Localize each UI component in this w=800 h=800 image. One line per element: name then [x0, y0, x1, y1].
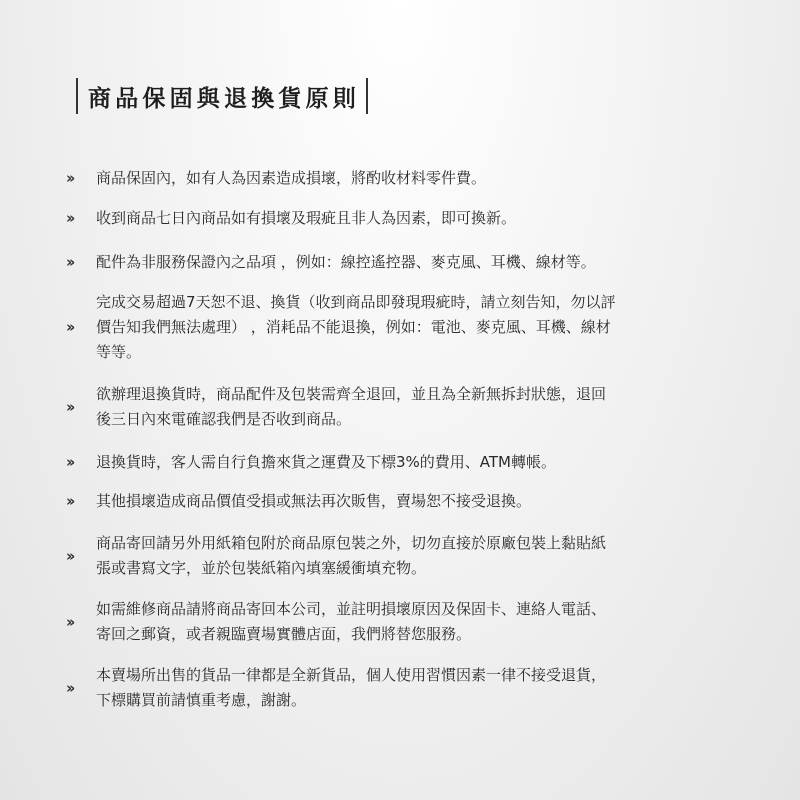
chevron-right-icon: ›› — [66, 492, 73, 510]
policy-item — [66, 489, 726, 514]
policy-item — [66, 531, 726, 581]
policy-item — [66, 450, 726, 475]
chevron-right-icon: ›› — [66, 398, 73, 416]
title-right-bar — [366, 78, 368, 114]
policy-item — [66, 166, 726, 191]
chevron-right-icon: ›› — [66, 169, 73, 187]
policy-text-line: 收到商品七日內商品如有損壞及瑕疵且非人為因素，即可換新。 — [96, 208, 517, 227]
policy-text-line: 價告知我們無法處理） ，消耗品不能退換，例如：電池、麥克風、耳機、線材 — [96, 317, 611, 336]
policy-text-line: 張或書寫文字，並於包裝紙箱內填塞緩衝填充物。 — [96, 559, 427, 577]
policy-text — [96, 663, 606, 713]
chevron-right-icon: ›› — [66, 679, 73, 697]
chevron-right-icon: ›› — [66, 613, 73, 631]
policy-text-line: 配件為非服務保證內之品項 ，例如：線控遙控器、麥克風、耳機、線材等。 — [96, 252, 596, 271]
policy-text — [96, 597, 606, 647]
policy-text — [96, 382, 606, 432]
policy-text-line: 寄回之郵資，或者親臨賣場實體店面，我們將替您服務。 — [96, 625, 472, 643]
policy-text — [96, 531, 606, 581]
policy-text-line: 後三日內來電確認我們是否收到商品。 — [96, 410, 352, 428]
policy-item — [66, 597, 726, 647]
chevron-right-icon: ›› — [66, 547, 73, 565]
policy-text-line: 下標購買前請慎重考慮，謝謝。 — [96, 691, 307, 709]
policy-text — [96, 450, 556, 475]
policy-text — [96, 290, 616, 365]
policy-item — [66, 290, 726, 365]
page-title: 商品保固與退換貨原則 — [88, 85, 360, 112]
chevron-right-icon: ›› — [66, 209, 73, 227]
policy-text-line: 完成交易超過7天恕不退、換貨（收到商品即發現瑕疵時，請立刻告知，勿以評 — [96, 292, 616, 311]
policy-text-line: 退換貨時，客人需自行負擔來貨之運費及下標3%的費用、ATM轉帳。 — [96, 452, 557, 471]
policy-text — [96, 250, 596, 275]
policy-text-line: 商品寄回請另外用紙箱包附於商品原包裝之外，切勿直接於原廠包裝上黏貼紙 — [96, 534, 607, 552]
policy-item — [66, 250, 726, 275]
policy-text-line: 欲辦理退換貨時，商品配件及包裝需齊全退回，並且為全新無拆封狀態，退回 — [96, 385, 607, 403]
policy-text-line: 其他損壞造成商品價值受損或無法再次販售，賣場恕不接受退換。 — [96, 491, 532, 510]
policy-text-line: 如需維修商品請將商品寄回本公司，並註明損壞原因及保固卡、連絡人電話、 — [96, 600, 607, 618]
policy-text-line: 商品保固內，如有人為因素造成損壞，將酌收材料零件費。 — [96, 168, 487, 187]
policy-text — [96, 489, 531, 514]
chevron-right-icon: ›› — [66, 453, 73, 471]
policy-text-line: 本賣場所出售的貨品一律都是全新貨品，個人使用習慣因素一律不接受退貨， — [96, 666, 607, 684]
title-block — [76, 78, 368, 114]
policy-item — [66, 206, 726, 231]
chevron-right-icon: ›› — [66, 253, 73, 271]
policy-text-line: 等等。 — [96, 342, 142, 361]
policy-item — [66, 382, 726, 432]
policy-item — [66, 663, 726, 713]
chevron-right-icon: ›› — [66, 318, 73, 336]
policy-text — [96, 166, 486, 191]
policy-text — [96, 206, 516, 231]
